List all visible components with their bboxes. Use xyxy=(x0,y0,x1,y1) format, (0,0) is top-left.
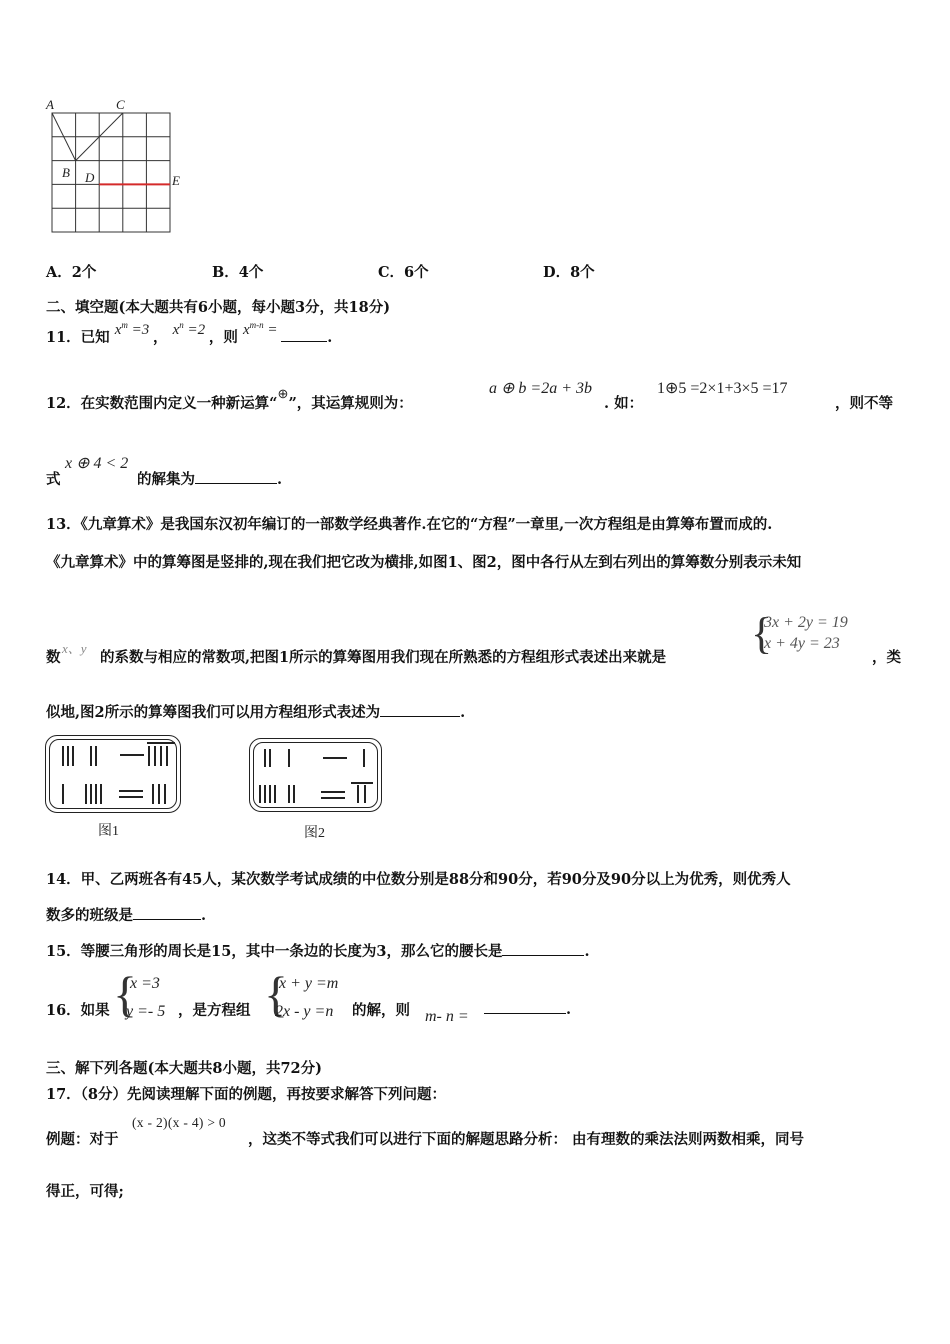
q13-eq2: x + 4y = 23 xyxy=(764,635,840,652)
rod-figure-1-caption: 图1 xyxy=(98,824,119,839)
q11-rhs3: = xyxy=(267,322,278,338)
rod-figure-2-caption: 图2 xyxy=(304,826,325,841)
q11-x1: x xyxy=(114,322,122,338)
q12-answer-blank[interactable] xyxy=(195,469,277,484)
q13-line3a: 数 xyxy=(46,649,61,666)
question-11 xyxy=(46,320,333,347)
q11-rhs2: =2 xyxy=(187,322,206,338)
q11-exp-mn: m-n xyxy=(249,320,264,330)
q11-then: ，则 xyxy=(208,329,238,346)
q16-system-brace: { xyxy=(264,966,288,1022)
q13-line3c: ，类 xyxy=(872,649,901,666)
q16-prefix: 16．如果 xyxy=(46,1002,110,1019)
question-12-line1 xyxy=(46,386,413,413)
q12-text4: ，则不等 xyxy=(835,395,893,412)
q12-end: . xyxy=(277,471,283,488)
q15-answer-blank[interactable] xyxy=(502,941,584,956)
q11-x3: x xyxy=(242,322,250,338)
q12-rule: a ⊕ b =2a + 3b xyxy=(489,380,592,397)
q16-then: 的解，则 xyxy=(352,1002,410,1019)
label-c: C xyxy=(116,97,125,112)
q12-line2a: 式 xyxy=(46,471,61,488)
q15-text: 15．等腰三角形的周长是15，其中一条边的长度为3，那么它的腰长是 xyxy=(46,943,503,960)
question-12-line2 xyxy=(137,468,282,489)
rod-figure-1 xyxy=(45,735,181,813)
q13-line2: 《九章算术》中的算筹图是竖排的,现在我们把它改为横排,如图1、图2，图中各行从左到右列出的算筹数分别表示未知 xyxy=(46,554,802,571)
q16-solution-brace: { xyxy=(113,966,137,1022)
q17-line3: 得正，可得; xyxy=(46,1183,124,1200)
q17-line2a: 例题：对于 xyxy=(46,1131,119,1148)
label-d: D xyxy=(85,170,95,185)
q11-prefix: 11．已知 xyxy=(46,329,110,346)
q14-line1: 14．甲、乙两班各有45人，某次数学考试成绩的中位数分别是88分和90分，若90分及90分以上为优秀，则优秀人 xyxy=(46,871,791,888)
q13-line1: 13．《九章算术》是我国东汉初年编订的一部数学经典著作.在它的“方程”一章里,一次方程组是由算筹布置而成的. xyxy=(46,516,773,533)
q13-line3b: 的系数与相应的常数项,把图1所示的算筹图用我们现在所熟悉的方程组形式表述出来就是 xyxy=(100,649,667,666)
q11-rhs1: =3 xyxy=(131,322,150,338)
q11-answer-blank[interactable] xyxy=(281,327,327,342)
q14-end: . xyxy=(201,907,207,924)
q12-text1: 12．在实数范围内定义一种新运算“ xyxy=(46,395,278,412)
question-14-line2 xyxy=(46,904,206,925)
grid-figure xyxy=(40,95,190,240)
q13-eq1: 3x + 2y = 19 xyxy=(764,614,848,631)
q11-x2: x xyxy=(172,322,180,338)
q13-end: . xyxy=(460,704,466,721)
q16-answer-blank[interactable] xyxy=(484,999,566,1014)
q13-line4: 似地,图2所示的算筹图我们可以用方程组形式表述为 xyxy=(46,704,381,721)
q11-sep: ， xyxy=(153,329,168,346)
q12-text3: . 如： xyxy=(604,395,644,412)
option-d: D．8个 xyxy=(543,264,595,281)
q11-end: . xyxy=(327,329,333,346)
q14-line2: 数多的班级是 xyxy=(46,907,133,924)
q12-line2b: 的解集为 xyxy=(137,471,195,488)
q11-exp-n: n xyxy=(179,320,184,330)
rod-figure-2 xyxy=(249,738,382,812)
q16-sol2: y =- 5 xyxy=(126,1003,166,1020)
q16-end: . xyxy=(566,1001,572,1018)
label-b: B xyxy=(62,165,70,180)
section-2-title: 二、填空题(本大题共有6小题，每小题3分，共18分) xyxy=(46,299,391,316)
q12-example: 1⊕5 =2×1+3×5 =17 xyxy=(657,380,788,397)
q13-system-brace: { xyxy=(751,609,773,658)
q12-text2: ”，其运算规则为： xyxy=(288,395,413,412)
q16-mid: ，是方程组 xyxy=(178,1002,251,1019)
option-a: A．2个 xyxy=(46,264,97,281)
q12-inequality: x ⊕ 4 < 2 xyxy=(65,455,129,472)
q17-line1: 17．（8分）先阅读理解下面的例题，再按要求解答下列问题： xyxy=(46,1086,447,1103)
section-3-title: 三、解下列各题(本大题共8小题，共72分) xyxy=(46,1060,322,1077)
q15-end: . xyxy=(584,943,590,960)
q16-expr: m- n = xyxy=(425,1008,469,1025)
q16-answer xyxy=(484,999,571,1018)
option-b: B．4个 xyxy=(212,264,264,281)
question-13-line4 xyxy=(46,701,465,722)
label-a: A xyxy=(46,97,54,112)
question-15 xyxy=(46,940,590,961)
option-c: C．6个 xyxy=(378,264,429,281)
q16-sys1: x + y =m xyxy=(279,975,339,992)
q16-sys2: 2x - y =n xyxy=(275,1003,334,1020)
q17-inequality: (x - 2)(x - 4) > 0 xyxy=(132,1115,226,1130)
q13-vars: x、y xyxy=(62,641,87,656)
q16-sol1: x =3 xyxy=(130,975,160,992)
q12-operator: ⊕ xyxy=(277,386,289,401)
q11-exp-m: m xyxy=(121,320,128,330)
q13-answer-blank[interactable] xyxy=(380,702,460,717)
q14-answer-blank[interactable] xyxy=(133,905,201,920)
label-e: E xyxy=(172,173,180,188)
q17-line2b: ，这类不等式我们可以进行下面的解题思路分析： 由有理数的乘法法则两数相乘，同号 xyxy=(248,1131,805,1148)
